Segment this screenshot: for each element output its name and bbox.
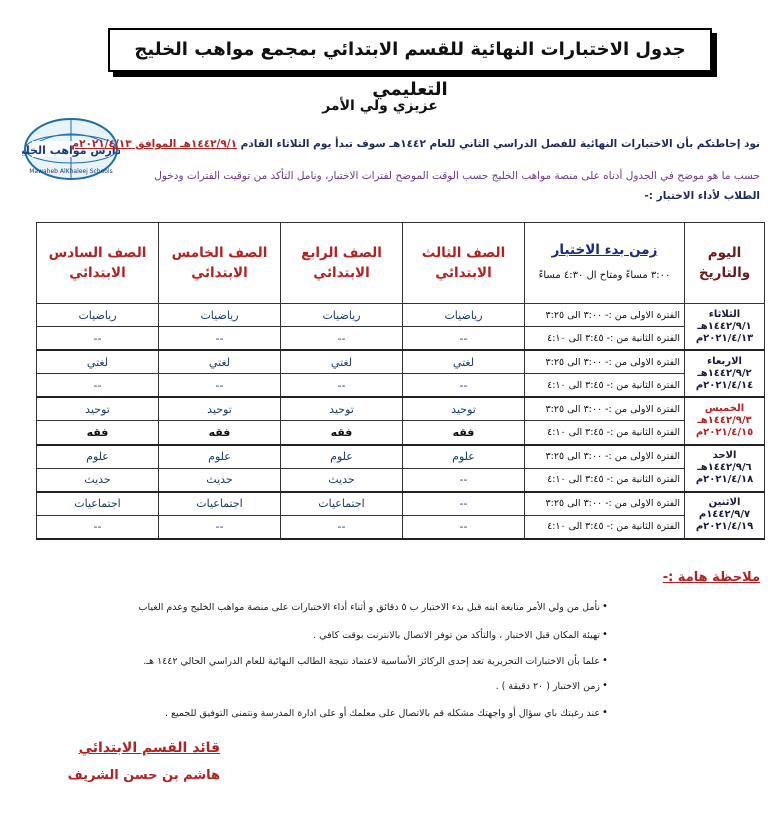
bullet-icon: •: [602, 707, 608, 718]
subject-g3-p2: --: [403, 468, 525, 492]
day-greg: ٢٠٢١/٤/١٩م: [695, 521, 754, 533]
signature-name: هاشم بن حسن الشريف: [67, 768, 220, 783]
day-greg: ٢٠٢١/٤/١٤م: [695, 379, 754, 391]
subject-g4-p1: رياضيات: [281, 304, 403, 327]
header-grade-4: الصف الرابع الابتدائي: [281, 223, 403, 304]
day-name: الثلاثاء: [708, 308, 741, 320]
bullet-icon: •: [602, 680, 608, 691]
day-greg: ٢٠٢١/٤/١٣م: [695, 332, 754, 344]
note-item: زمن الاختبار ( ٢٠ دقيقة ) .: [495, 681, 600, 692]
logo-text-ar: دارس مواهب الخل: [25, 144, 120, 157]
greeting: عزيزي ولي الأمر: [322, 98, 438, 114]
table-row: [37, 374, 765, 398]
period-2: الفترة الثانية من :- ٣:٤٥ الى ٤:١٠: [525, 421, 685, 445]
subject-g6-p2: حديث: [37, 468, 159, 492]
subject-g3-p1: توحيد: [403, 397, 525, 421]
note-item: عند رغبتك باي سؤال أو واجهتك مشكله قم بالاتصال على معلمك أو على ادارة المدرسة ونتمنى التوفيق للجميع .: [164, 708, 600, 719]
intro-line-3: الطلاب لأداء الاختبار :-: [644, 190, 760, 202]
subject-g5-p1: توحيد: [159, 397, 281, 421]
header-grade-5: الصف الخامس الابتدائي: [159, 223, 281, 304]
intro-text: نود إحاطتكم بأن الاختبارات النهائية للفصل الدراسي الثاني للعام ١٤٤٢هـ سوف تبدأ يوم الثلاثاء القادم: [237, 138, 760, 150]
table-row: [37, 397, 765, 421]
subject-g4-p2: --: [281, 327, 403, 351]
day-name: الخميس: [704, 402, 745, 414]
table-row: [37, 515, 765, 539]
subject-g5-p2: --: [159, 515, 281, 539]
note-item: نأمل من ولي الأمر متابعة ابنه قبل بدء الاختبار ب ٥ دقائق و أثناء أداء الاختبارات على منصة مواهب الخليج وعدم الغياب: [138, 602, 600, 613]
day-name: الاربعاء: [707, 355, 742, 367]
intro-line-1: [71, 138, 760, 150]
day-hijri: ١٤٤٢/٩/٢هـ: [697, 367, 752, 379]
day-cell: [685, 445, 765, 492]
subject-g4-p2: --: [281, 374, 403, 398]
note-item: علما بأن الاختبارات التحريرية تعد إحدى الركائز الأساسية لاعتماد نتيجة الطالب النهائية للعام الدراسي الحالي ١٤٤٢ هـ.: [143, 656, 600, 667]
subject-g5-p2: --: [159, 374, 281, 398]
subject-g4-p2: --: [281, 515, 403, 539]
table-row: [37, 421, 765, 445]
table-row: [37, 304, 765, 327]
subject-g5-p1: علوم: [159, 445, 281, 469]
header-time-title: زمن بدء الاختبار: [551, 242, 658, 258]
logo-text-en: Mawaheb AlKhaleej Schools: [29, 168, 113, 175]
subject-g6-p1: علوم: [37, 445, 159, 469]
subject-g6-p2: --: [37, 515, 159, 539]
subject-g4-p1: توحيد: [281, 397, 403, 421]
table-row: [37, 492, 765, 516]
period-1: الفترة الاولى من :- ٣:٠٠ الى ٣:٢٥: [525, 397, 685, 421]
table-row: [37, 350, 765, 374]
period-2: الفترة الثانية من :- ٣:٤٥ الى ٤:١٠: [525, 374, 685, 398]
subject-g3-p2: --: [403, 515, 525, 539]
subject-g4-p1: لغتي: [281, 350, 403, 374]
bullet-icon: •: [602, 629, 608, 640]
day-hijri: ١٤٤٢/٩/٦هـ: [697, 462, 752, 474]
day-greg: ٢٠٢١/٤/١٥م: [695, 426, 754, 438]
intro-date: ١٤٤٢/٩/١هـ الموافق ٢٠٢١/٤/١٣م: [71, 138, 238, 150]
subject-g3-p1: --: [403, 492, 525, 516]
subject-g6-p2: فقه: [37, 421, 159, 445]
subject-g6-p1: رياضيات: [37, 304, 159, 327]
subject-g4-p1: اجتماعيات: [281, 492, 403, 516]
subject-g6-p2: --: [37, 374, 159, 398]
period-2: الفترة الثانية من :- ٣:٤٥ الى ٤:١٠: [525, 468, 685, 492]
subject-g4-p2: حديث: [281, 468, 403, 492]
subject-g6-p1: توحيد: [37, 397, 159, 421]
subject-g3-p2: --: [403, 374, 525, 398]
day-cell: [685, 397, 765, 444]
header-grade-6: الصف السادس الابتدائي: [37, 223, 159, 304]
subject-g6-p1: لغتي: [37, 350, 159, 374]
subject-g5-p1: اجتماعيات: [159, 492, 281, 516]
subject-g5-p2: --: [159, 327, 281, 351]
subject-g4-p2: فقه: [281, 421, 403, 445]
day-name: الاحد: [712, 450, 737, 462]
period-2: الفترة الثانية من :- ٣:٤٥ الى ٤:١٠: [525, 327, 685, 351]
day-hijri: ١٤٤٢/٩/٧م: [698, 509, 751, 521]
subject-g3-p1: علوم: [403, 445, 525, 469]
notes-title: ملاحظة هامة :-: [662, 570, 760, 585]
subject-g5-p2: فقه: [159, 421, 281, 445]
signature-title: قائد القسم الابتدائي: [78, 740, 220, 756]
subject-g5-p2: حديث: [159, 468, 281, 492]
day-cell: [685, 350, 765, 397]
bullet-icon: •: [602, 655, 608, 666]
period-1: الفترة الاولى من :- ٣:٠٠ الى ٣:٢٥: [525, 304, 685, 327]
exam-schedule-table: [36, 222, 765, 540]
subject-g4-p1: علوم: [281, 445, 403, 469]
subject-g6-p1: اجتماعيات: [37, 492, 159, 516]
header-time: [525, 223, 685, 304]
subject-g3-p2: فقه: [403, 421, 525, 445]
day-hijri: ١٤٤٢/٩/١هـ: [697, 320, 752, 332]
table-row: [37, 327, 765, 351]
table-row: [37, 468, 765, 492]
intro-line-2: حسب ما هو موضح في الجدول أدناه على منصة مواهب الخليج حسب الوقت الموضح لفترات الاختبار، ونامل التأكد من توقيت الفترات ودخول: [154, 170, 760, 182]
subject-g3-p1: رياضيات: [403, 304, 525, 327]
period-1: الفترة الاولى من :- ٣:٠٠ الى ٣:٢٥: [525, 445, 685, 469]
period-2: الفترة الثانية من :- ٣:٤٥ الى ٤:١٠: [525, 515, 685, 539]
period-1: الفترة الاولى من :- ٣:٠٠ الى ٣:٢٥: [525, 492, 685, 516]
subject-g6-p2: --: [37, 327, 159, 351]
day-cell: [685, 492, 765, 539]
table-header-row: [37, 223, 765, 304]
day-cell: [685, 304, 765, 351]
day-greg: ٢٠٢١/٤/١٨م: [695, 474, 754, 486]
title-box: [108, 28, 712, 100]
header-time-sub: ٣:٠٠ مساءً ومتاح ال ٤:٣٠ مساءً: [538, 270, 671, 281]
header-day: اليوم والتاريخ: [685, 223, 765, 304]
period-1: الفترة الاولى من :- ٣:٠٠ الى ٣:٢٥: [525, 350, 685, 374]
day-hijri: ١٤٤٢/٩/٣هـ: [697, 414, 752, 426]
note-item: تهيئة المكان قبل الاختبار ، والتأكد من توفر الاتصال بالانترنت بوقت كافي .: [313, 630, 600, 641]
table-row: [37, 445, 765, 469]
subject-g3-p1: لغتي: [403, 350, 525, 374]
page-title: جدول الاختبارات النهائية للقسم الابتدائي بمجمع مواهب الخليج التعليمي: [134, 39, 686, 100]
day-name: الاثنين: [708, 497, 741, 509]
subject-g5-p1: رياضيات: [159, 304, 281, 327]
subject-g5-p1: لغتي: [159, 350, 281, 374]
bullet-icon: •: [602, 601, 608, 612]
subject-g3-p2: --: [403, 327, 525, 351]
header-grade-3: الصف الثالث الابتدائي: [403, 223, 525, 304]
